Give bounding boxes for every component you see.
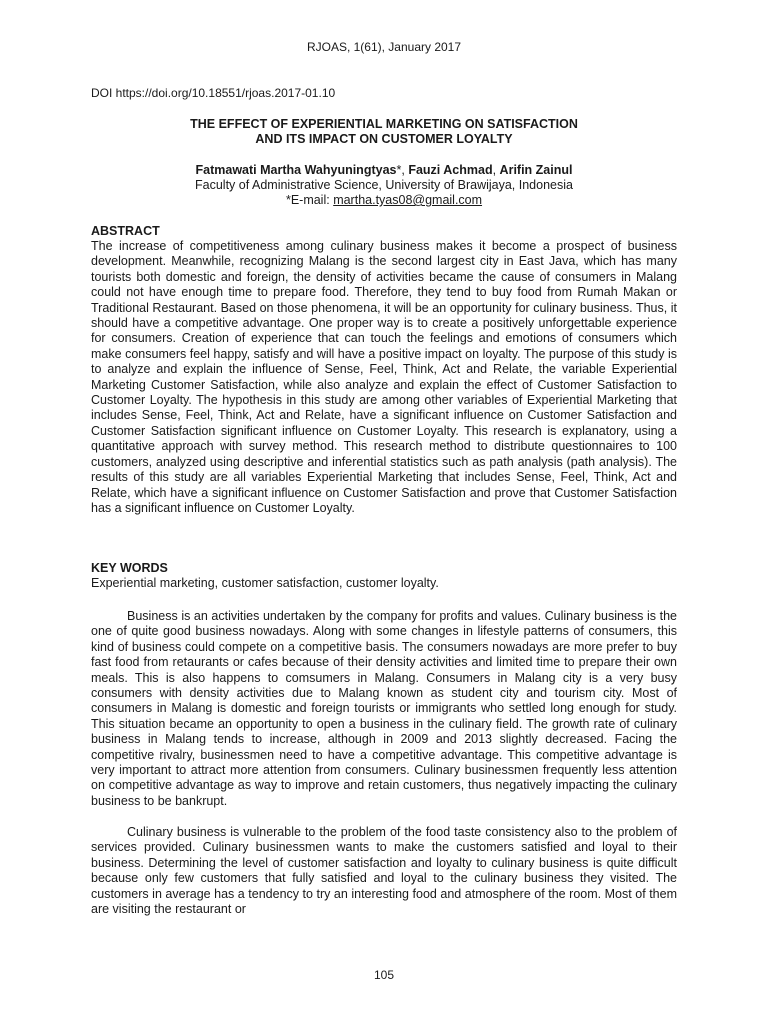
- author-2: Fauzi Achmad: [408, 163, 493, 177]
- keywords-heading: KEY WORDS: [91, 561, 168, 575]
- author-3: Arifin Zainul: [499, 163, 573, 177]
- title-line-2: AND ITS IMPACT ON CUSTOMER LOYALTY: [255, 132, 513, 146]
- author-block: [91, 163, 677, 208]
- email-label: *E-mail:: [285, 193, 334, 207]
- keywords-text: Experiential marketing, customer satisfaction, customer loyalty.: [91, 576, 439, 590]
- abstract-text: The increase of competitiveness among culinary business makes it become a prospect of business development. Meanwhile, recognizing Malang is the second largest city in East Java, which has many tourists both domestic and foreign, the density of activities became the cause of consumers in Malang could not have enough time to prepare food. Therefore, they tend to buy food from Rumah Makan or Traditional Restaurant. Based on those phenomena, it will be an opportunity for culinary business. Thus, it should have a competitive advantage. One proper way is to create a positively unforgettable experience for consumers. Creation of experience that can touch the feelings and emotions of consumers which make consumers feel happy, satisfy and will have a positive impact on loyalty. The purpose of this study is to analyze and explain the influence of Sense, Feel, Think, Act and Relate, the variable Experiential Marketing Customer Satisfaction, while also analyze and explain the effect of Customer Satisfaction to Customer Loyalty. The hypothesis in this study are among other variables of Experiential Marketing that includes Sense, Feel, Think, Act and Relate, have a significant influence on Customer Satisfaction and Customer Satisfaction significant influence on Customer Loyalty. This research is explanatory, using a quantitative approach with survey method. This research method to distribute questionnaires to 100 customers, analyzed using descriptive and inferential statistics such as path analysis (path analysis). The results of this study are all variables Experiential Marketing that includes Sense, Feel, Think, Act and Relate, which have a significant influence on Customer Satisfaction and prove that Customer Satisfaction has a significant influence on Customer Loyalty.: [91, 239, 677, 515]
- affiliation: Faculty of Administrative Science, University of Brawijaya, Indonesia: [195, 178, 573, 192]
- title-line-1: THE EFFECT OF EXPERIENTIAL MARKETING ON SATISFACTION: [190, 117, 578, 131]
- email-line: [91, 193, 677, 208]
- abstract-heading: ABSTRACT: [91, 224, 160, 238]
- author-names: [91, 163, 677, 178]
- page-number: 105: [373, 968, 395, 982]
- corresponding-mark: *: [396, 163, 402, 177]
- body-paragraph-2: Culinary business is vulnerable to the problem of the food taste consistency also to the problem of services provided. Culinary businessmen wants to make the customers satisfied and loyal to their business. Determining the level of customer satisfaction and loyalty to culinary business is quite difficult because only few customers that fully satisfied and loyal to the culinary business they visited. The customers in average has a tendency to try an interesting food and atmosphere of the room. Most of them are visiting the restaurant or: [91, 825, 677, 917]
- author-separator-1: ,: [401, 163, 409, 177]
- author-1: Fatmawati Martha Wahyuningtyas: [195, 163, 397, 177]
- email-link[interactable]: martha.tyas08@gmail.com: [333, 193, 483, 207]
- doi-line: DOI https://doi.org/10.18551/rjoas.2017-01.10: [91, 86, 336, 100]
- paper-title: [91, 117, 677, 147]
- journal-header: RJOAS, 1(61), January 2017: [306, 40, 462, 54]
- body-paragraph-1: Business is an activities undertaken by the company for profits and values. Culinary business is the one of quite good business nowadays. Along with some changes in lifestyle patterns of consumers, this kind of business could compete on a competitive basis. The consumers nowadays are more prefer to buy fast food from retaurants or cafes because of their density activities and limited time to prepare their own meals. This is also happens to comsumers in Malang. Consumers in Malang city is a very busy consumers with density activities due to Malang known as student city and tourism city. Most of consumers in Malang is domestic and foreign tourists or immigrants who settled long enough for study. This situation became an opportunity to open a business in the culinary field. The growth rate of culinary business in Malang tends to increase, although in 2009 and 2013 slightly decreased. Facing the competitive rivalry, businessmen need to have a competitive advantage. This competitive advantage is very important to attract more attention from consumers. Culinary businessmen frequently less attention on competitive advantage as way to improve and retain customers, thus negatively impacting the culinary business to be bankrupt.: [91, 609, 677, 808]
- author-separator-2: ,: [492, 163, 500, 177]
